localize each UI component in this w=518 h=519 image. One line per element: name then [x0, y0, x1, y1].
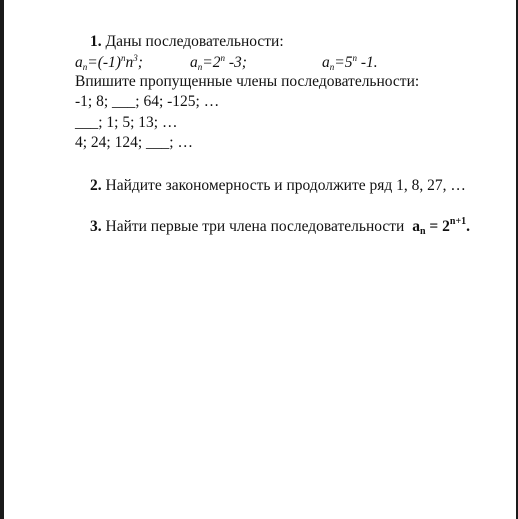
task2-text: Найдите закономерность и продолжите ряд 1, 8, 27, … — [105, 177, 466, 194]
formula-1: $a_n=(-1)^nn^3$; — [75, 53, 143, 72]
task3-number: 3. — [90, 218, 102, 235]
sequence-row-3: 4; 24; 124; ___; … — [75, 134, 193, 151]
task3-text: Найти первые три члена последовательности — [105, 218, 405, 235]
task2-number: 2. — [90, 177, 102, 194]
task3-formula: $a_n = 2^{n+1}$. — [412, 216, 471, 237]
formula-2: $a_n=2^n$ -3; — [190, 53, 247, 72]
task2-line — [90, 177, 466, 195]
left-border — [0, 0, 4, 519]
sequence-row-1: -1; 8; ___; 64; -125; … — [75, 93, 220, 110]
sequence-row-2: ___; 1; 5; 13; … — [75, 114, 178, 131]
task1-instruction: Впишите пропущенные члены последовательности: — [75, 73, 420, 90]
task1-title: Даны последовательности: — [105, 33, 284, 50]
task1-number: 1. — [90, 33, 102, 50]
task3-line — [90, 218, 470, 236]
task1-heading — [90, 33, 284, 51]
formula-3: $a_n=5^n$ -1. — [322, 53, 378, 72]
